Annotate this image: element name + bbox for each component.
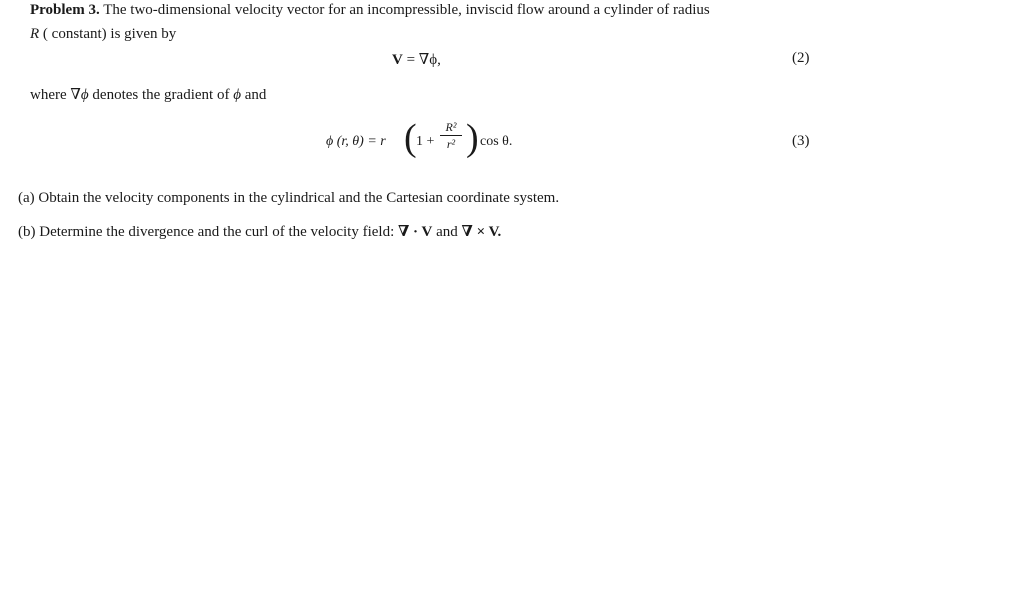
phi-symbol: ϕ xyxy=(233,87,241,103)
gradient-text: denotes the gradient of xyxy=(92,87,230,103)
problem-intro-line2 xyxy=(30,26,176,43)
equation-2-number: (2) xyxy=(792,50,810,66)
part-b-text: (b) Determine the divergence and the curl of the velocity field: xyxy=(18,224,395,240)
equation-3-lhs: ϕ (r, θ) = r xyxy=(326,134,386,149)
part-a: (a) Obtain the velocity components in the cylindrical and the Cartesian coordinate system. xyxy=(18,190,560,206)
velocity-vector-symbol: V xyxy=(392,52,403,68)
fraction-numerator: R² xyxy=(445,120,457,134)
fraction xyxy=(440,120,462,151)
fraction-bar xyxy=(440,135,462,136)
problem-statement-line1: The two-dimensional velocity vector for an incompressible, inviscid flow around a cylinder of radius xyxy=(103,2,710,18)
divergence-expression: ∇ · V xyxy=(398,224,433,240)
equation-2 xyxy=(392,50,441,69)
problem-statement-line2: ( constant) is given by xyxy=(42,26,177,42)
part-b xyxy=(18,222,501,241)
gradient-phi-symbol: ∇ϕ xyxy=(70,87,89,103)
radius-symbol: R xyxy=(30,26,40,42)
problem-intro-line1 xyxy=(30,2,710,19)
where-line xyxy=(30,85,266,104)
problem-label: Problem 3. xyxy=(30,2,100,18)
curl-expression: ∇ × V. xyxy=(461,224,502,240)
where-text: where xyxy=(30,87,67,103)
equation-2-rhs: = ∇ϕ, xyxy=(406,52,441,68)
part-b-and: and xyxy=(436,224,458,240)
right-paren: ) xyxy=(466,117,479,159)
left-paren: ( xyxy=(404,117,417,159)
and-text: and xyxy=(244,87,267,103)
fraction-denominator: r² xyxy=(446,137,456,151)
equation-3-number: (3) xyxy=(792,133,810,149)
cos-theta: cos θ. xyxy=(480,134,513,149)
one-plus: 1 + xyxy=(416,134,435,149)
